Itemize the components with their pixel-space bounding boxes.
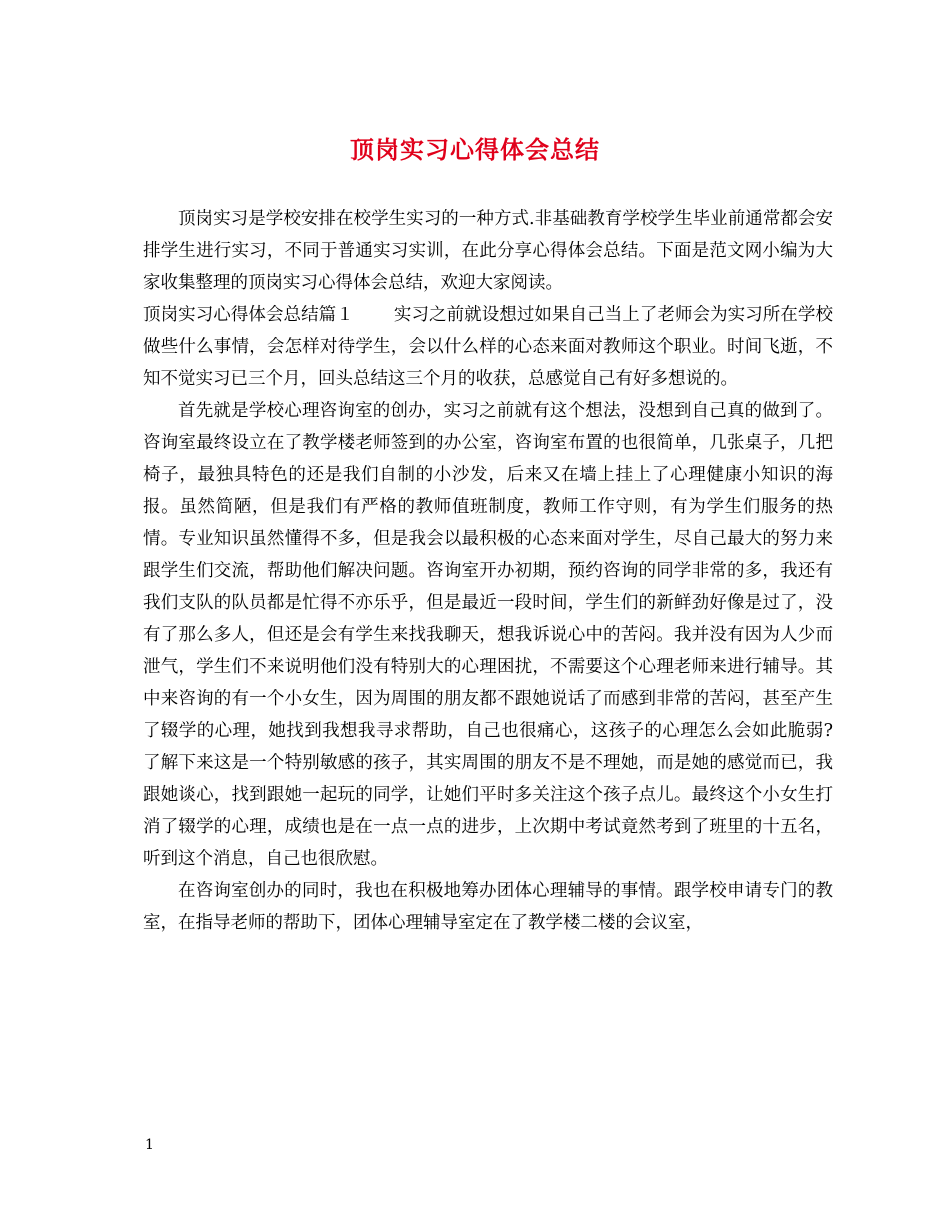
section-paragraph (143, 299, 833, 395)
document-body (143, 203, 833, 939)
body-paragraph-3: 在咨询室创办的同时，我也在积极地筹办团体心理辅导的事情。跟学校申请专门的教室，在指导老师的帮助下，团体心理辅导室定在了教学楼二楼的会议室， (143, 881, 833, 933)
section-text: 实习之前就设想过如果自己当上了老师会为实习所在学校做些什么事情，会怎样对待学生，会以什么样的心态来面对教师这个职业。时间飞逝，不知不觉实习已三个月，回头总结这三个月的收获，总感觉自己有好多想说的。 (143, 305, 833, 389)
body-paragraph-2: 首先就是学校心理咨询室的创办，实习之前就有这个想法，没想到自己真的做到了。咨询室最终设立在了教学楼老师签到的办公室，咨询室布置的也很简单，几张桌子，几把椅子，最独具特色的还是我们自制的小沙发，后来又在墙上挂上了心理健康小知识的海报。虽然简陋，但是我们有严格的教师值班制度，教师工作守则，有为学生们服务的热情。专业知识虽然懂得不多，但是我会以最积极的心态来面对学生，尽自己最大的努力来跟学生们交流，帮助他们解决问题。咨询室开办初期，预约咨询的同学非常的多，我还有我们支队的队员都是忙得不亦乐乎，但是最近一段时间，学生们的新鲜劲好像是过了，没有了那么多人，但还是会有学生来找我聊天，想我诉说心中的苦闷。我并没有因为人少而泄气，学生们不来说明他们没有特别大的心理困扰，不需要这个心理老师来进行辅导。其中来咨询的有一个小女生，因为周围的朋友都不跟她说话了而感到非常的苦闷，甚至产生了辍学的心理，她找到我想我寻求帮助，自己也很痛心，这孩子的心理怎么会如此脆弱?了解下来这是一个特别敏感的孩子，其实周围的朋友不是不理她，而是她的感觉而已，我跟她谈心，找到跟她一起玩的同学，让她们平时多关注这个孩子点儿。最终这个小女生打消了辍学的心理，成绩也是在一点一点的进步，上次期中考试竟然考到了班里的十五名，听到这个消息，自己也很欣慰。 (143, 401, 833, 869)
section-heading: 顶岗实习心得体会总结篇１ (143, 305, 354, 325)
page-number: 1 (145, 1137, 154, 1153)
document-title: 顶岗实习心得体会总结 (350, 135, 600, 164)
intro-paragraph: 顶岗实习是学校安排在校学生实习的一种方式.非基础教育学校学生毕业前通常都会安排学生进行实习，不同于普通实习实训，在此分享心得体会总结。下面是范文网小编为大家收集整理的顶岗实习心得体会总结，欢迎大家阅读。 (143, 209, 833, 293)
